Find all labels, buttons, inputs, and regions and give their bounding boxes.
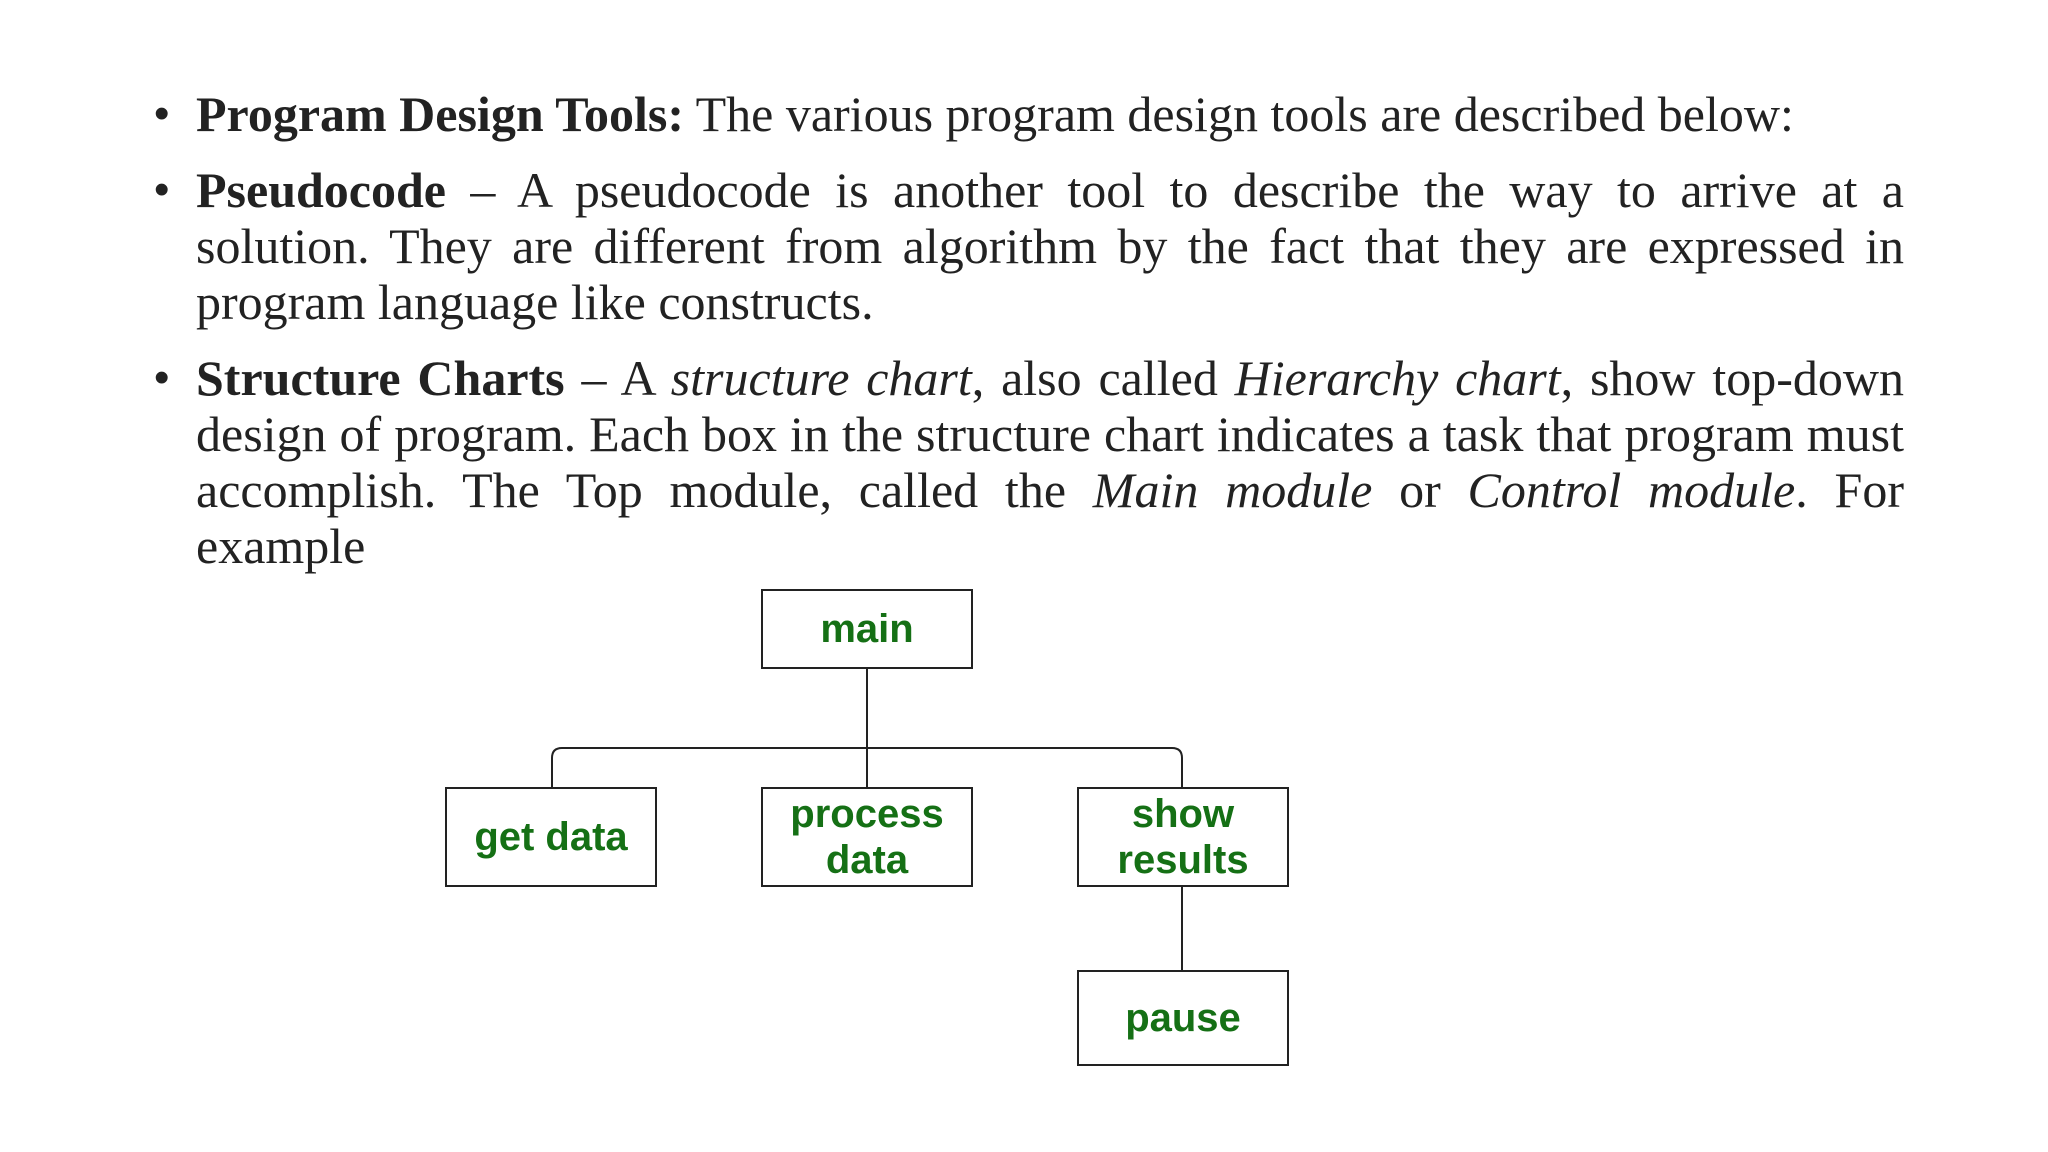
node-label: pause xyxy=(1125,996,1241,1040)
bullet-heading: Program Design Tools: xyxy=(196,86,684,142)
node-label-line-1: process xyxy=(790,792,944,836)
bullet-text: , also called xyxy=(971,350,1235,406)
node-label: main xyxy=(820,607,914,651)
bullet-text: – A xyxy=(564,350,671,406)
connector-get-data xyxy=(552,748,562,788)
bullet-text: The various program design tools are described below: xyxy=(684,86,1794,142)
bullet-text: or xyxy=(1372,462,1468,518)
term-control-module: Control module xyxy=(1467,462,1796,518)
term-main-module: Main module xyxy=(1092,462,1373,518)
chart-node-pause xyxy=(1077,970,1289,1066)
bullet-text: , show top-down design of program. Each box in the structure chart indicates a task that program must accomplish. The Top module, called the xyxy=(196,350,1905,518)
node-label-line-2: data xyxy=(825,838,909,882)
bullet-text: . For example xyxy=(196,462,1904,574)
node-label: get data xyxy=(474,815,628,859)
chart-node-main xyxy=(761,589,973,669)
node-label-line-2: results xyxy=(1117,838,1249,882)
chart-node-show-results xyxy=(1077,787,1289,887)
connector-show-results xyxy=(1172,748,1182,788)
bullet-heading: Pseudocode xyxy=(196,162,446,218)
bullet-text: – A pseudocode is another tool to describe the way to arrive at a solution. They are different from algorithm by the fact that they are expressed in program language like constructs. xyxy=(196,162,1904,330)
term-hierarchy-chart: Hierarchy chart xyxy=(1234,350,1561,406)
term-structure-chart: structure chart xyxy=(670,350,972,406)
chart-node-process-data xyxy=(761,787,973,887)
chart-node-get-data xyxy=(445,787,657,887)
bullet-heading: Structure Charts xyxy=(196,350,565,406)
node-label-line-1: show xyxy=(1131,792,1235,836)
